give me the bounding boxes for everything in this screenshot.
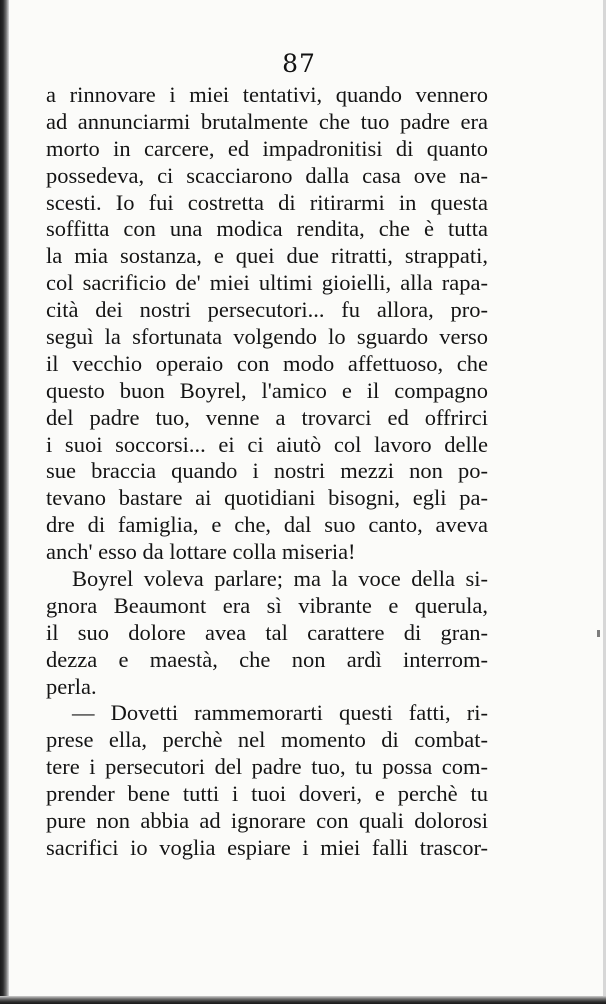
- text-line: anch' esso da lottare colla miseria!: [46, 539, 356, 565]
- text-line: Boyrel voleva parlare; ma la voce della si-: [72, 566, 488, 592]
- text-line: gnora Beaumont era sì vibrante e querula,: [46, 592, 488, 618]
- page-bottom-edge: [0, 996, 606, 1004]
- text-line: pure non abbia ad ignorare con quali dolorosi: [46, 808, 488, 834]
- text-line: questo buon Boyrel, l'amico e il compagno: [46, 377, 488, 403]
- text-line: sue braccia quando i nostri mezzi non po-: [46, 458, 488, 484]
- text-line: sacrifici io voglia espiare i miei falli trascor-: [46, 834, 488, 860]
- text-line: del padre tuo, venne a trovarci ed offrirci: [46, 404, 488, 430]
- text-line: soffitta con una modica rendita, che è tutta: [46, 216, 488, 242]
- text-line: scesti. Io fui costretta di ritirarmi in questa: [46, 189, 488, 215]
- text-line: dre di famiglia, e che, dal suo canto, aveva: [46, 512, 488, 538]
- page-number: 87: [282, 49, 316, 78]
- text-line: — Dovetti rammemorarti questi fatti, ri-: [72, 700, 488, 726]
- body-text: [46, 82, 488, 862]
- margin-speck: [597, 630, 600, 637]
- text-line: col sacrificio de' miei ultimi gioielli, alla rapa-: [46, 270, 488, 296]
- text-line: il vecchio operaio con modo affettuoso, che: [46, 350, 488, 376]
- text-line: tere i persecutori del padre tuo, tu possa com-: [46, 754, 488, 780]
- text-line: perla.: [46, 673, 97, 699]
- text-line: a rinnovare i miei tentativi, quando vennero: [46, 82, 488, 107]
- page-binding-edge: [0, 0, 9, 1004]
- text-line: possedeva, ci scacciarono dalla casa ove na-: [46, 162, 488, 188]
- text-line: dezza e maestà, che non ardì interrom-: [46, 646, 488, 672]
- text-line: il suo dolore avea tal carattere di gran-: [46, 619, 488, 645]
- text-line: morto in carcere, ed impadronitisi di quanto: [46, 135, 488, 161]
- text-line: seguì la sfortunata volgendo lo sguardo verso: [46, 324, 488, 350]
- text-line: la mia sostanza, e quei due ritratti, strappati,: [46, 243, 488, 269]
- text-line: i suoi soccorsi... ei ci aiutò col lavoro delle: [46, 431, 488, 457]
- text-line: prender bene tutti i tuoi doveri, e perchè tu: [46, 781, 488, 807]
- text-line: prese ella, perchè nel momento di combat-: [46, 727, 488, 753]
- text-line: tevano bastare ai quotidiani bisogni, egli pa-: [46, 485, 488, 511]
- text-line: ad annunciarmi brutalmente che tuo padre era: [46, 108, 488, 134]
- text-line: cità dei nostri persecutori... fu allora, pro-: [46, 297, 488, 323]
